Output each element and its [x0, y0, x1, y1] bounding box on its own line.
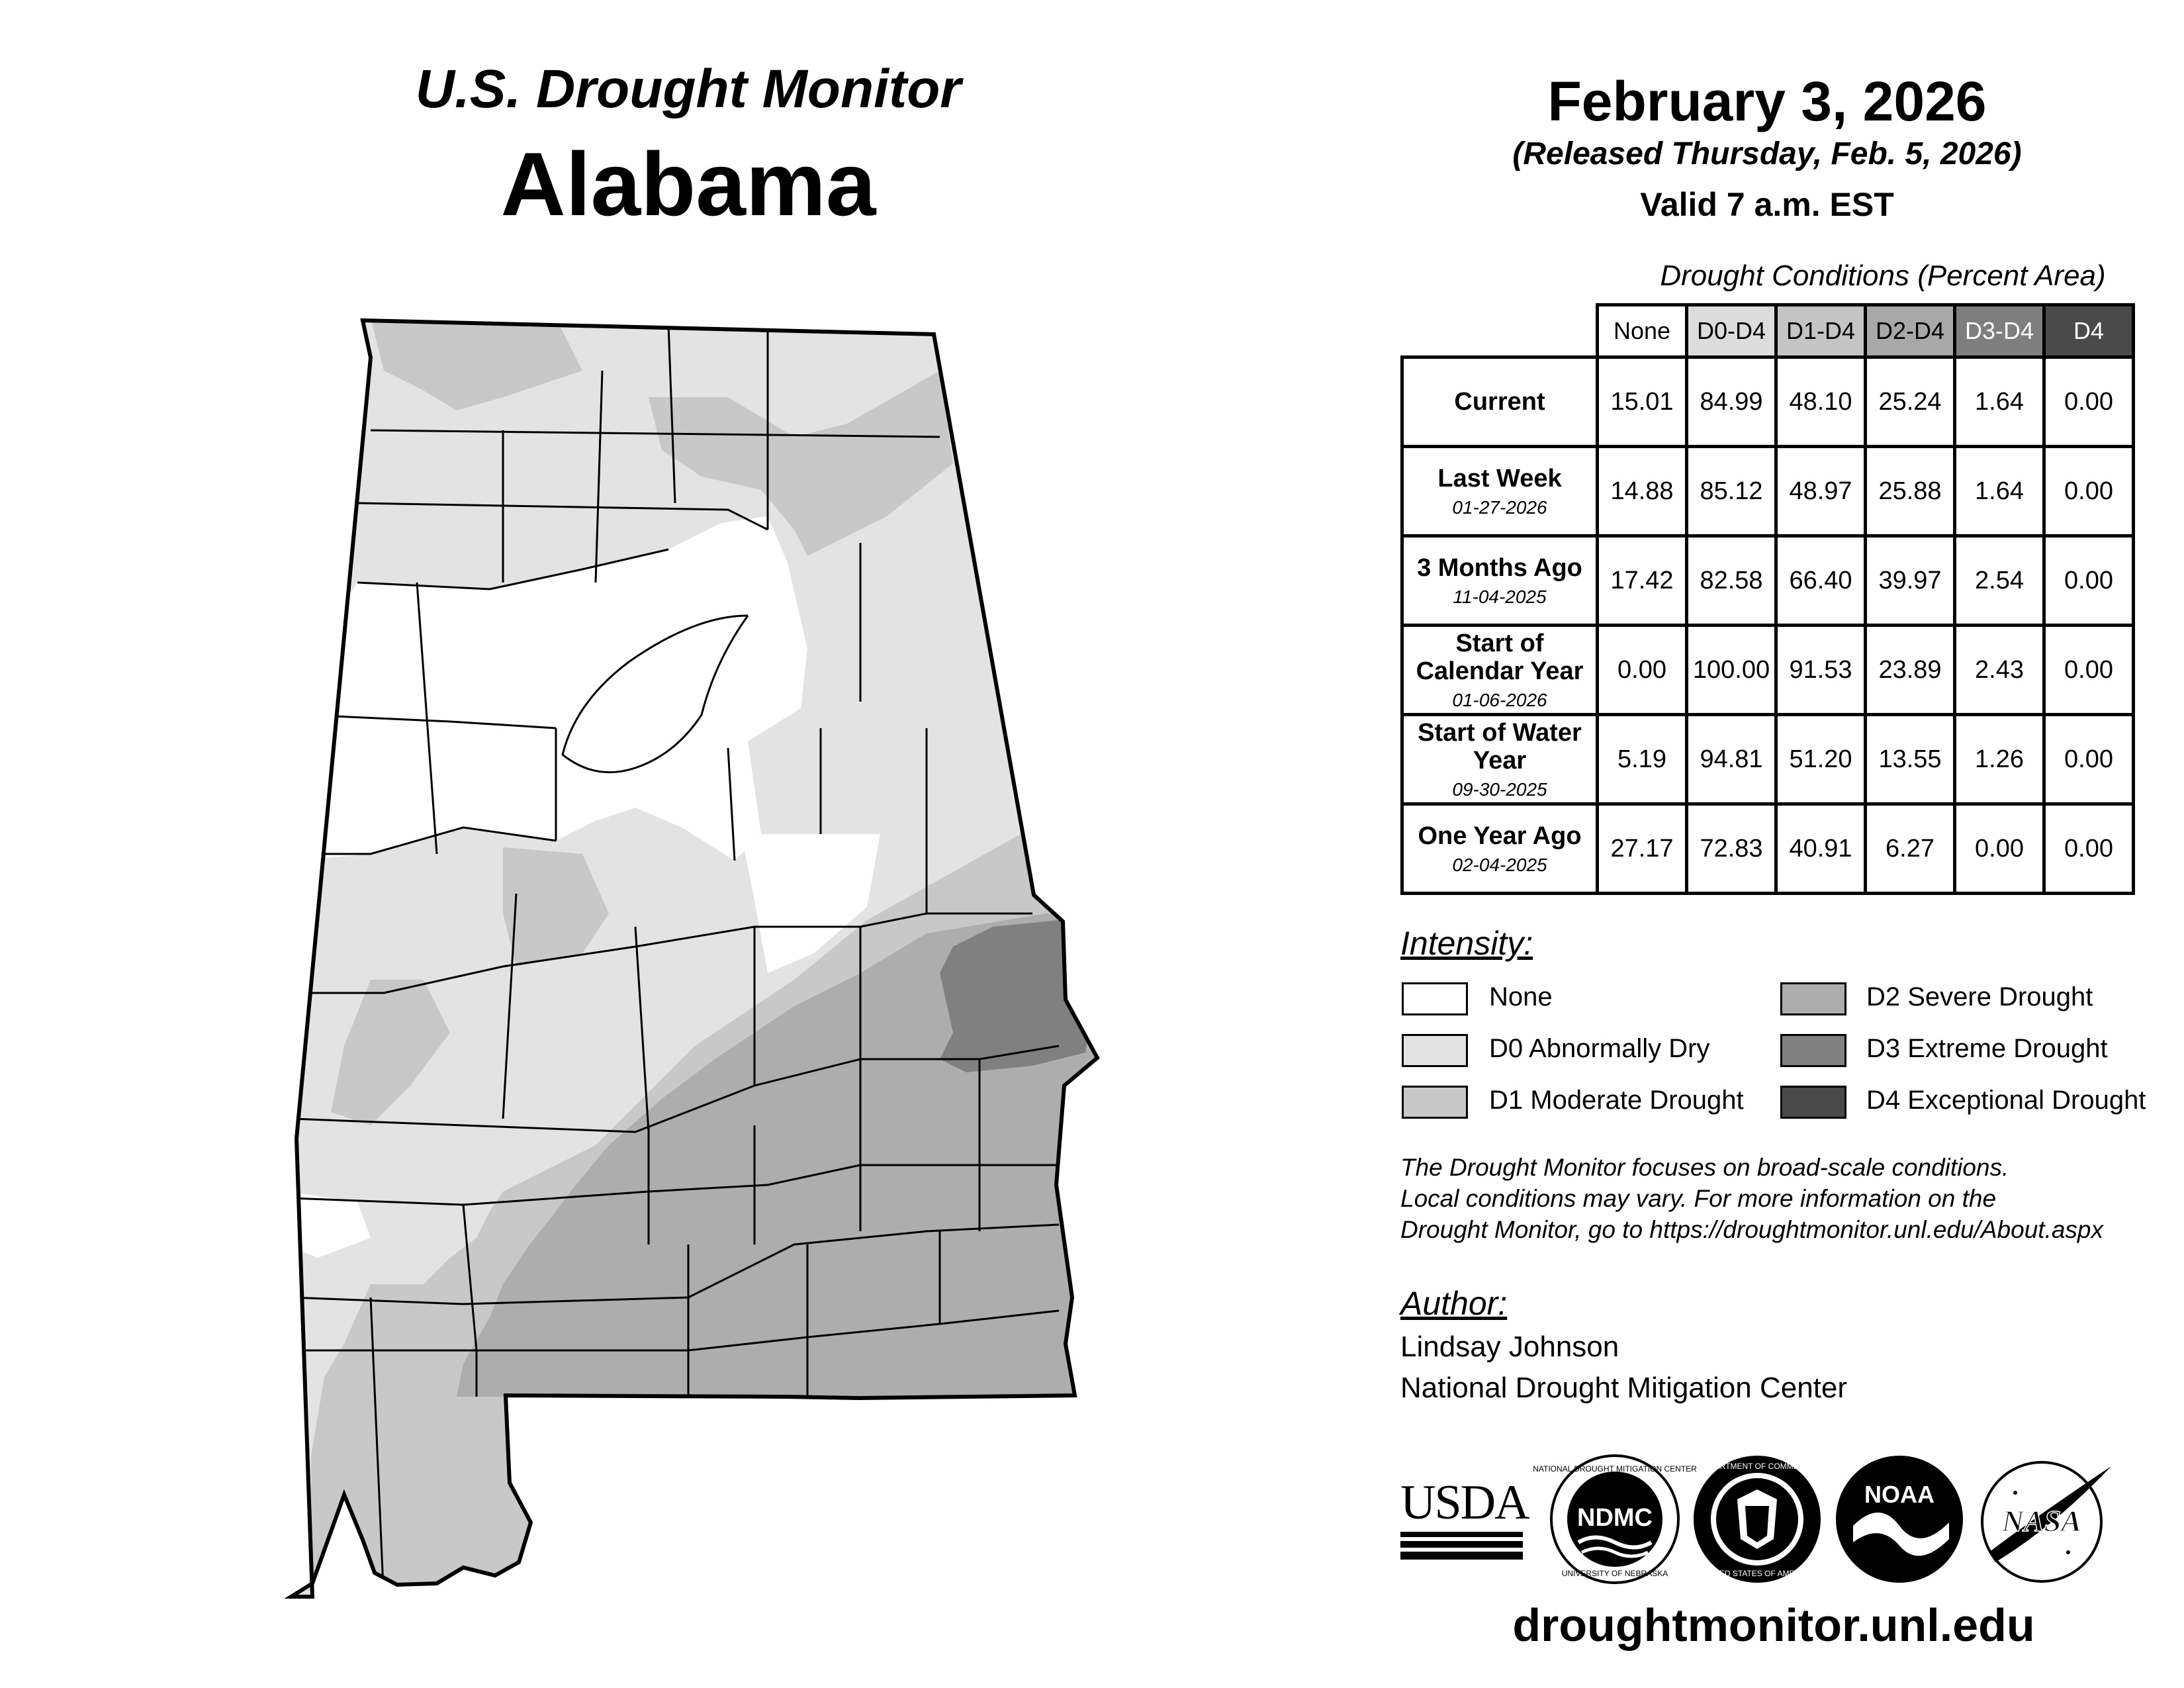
row-label: 3 Months Ago 11-04-2025	[1402, 536, 1598, 626]
legend-label: D4 Exceptional Drought	[1866, 1086, 2146, 1115]
cell: 5.19	[1598, 715, 1687, 804]
header-blank	[1402, 305, 1598, 357]
cell: 17.42	[1598, 536, 1687, 626]
svg-text:NATIONAL DROUGHT MITIGATION CE: NATIONAL DROUGHT MITIGATION CENTER	[1533, 1464, 1697, 1474]
cell: 0.00	[2044, 626, 2134, 715]
cell: 6.27	[1866, 804, 1955, 894]
cell: 0.00	[1598, 626, 1687, 715]
legend-label: D1 Moderate Drought	[1489, 1086, 1744, 1115]
table-row	[1402, 626, 2134, 715]
legend-label: D0 Abnormally Dry	[1489, 1034, 1710, 1063]
cell: 91.53	[1776, 626, 1866, 715]
svg-text:NOAA: NOAA	[1864, 1481, 1934, 1508]
row-label: One Year Ago 02-04-2025	[1402, 804, 1598, 894]
legend-label: D3 Extreme Drought	[1866, 1034, 2108, 1063]
noaa-logo	[1833, 1453, 1966, 1585]
table-row	[1402, 715, 2134, 804]
cell: 0.00	[2044, 357, 2134, 447]
cell: 0.00	[1955, 804, 2044, 894]
cell: 25.88	[1866, 447, 1955, 536]
cell: 84.99	[1687, 357, 1776, 447]
cell: 13.55	[1866, 715, 1955, 804]
cell: 2.54	[1955, 536, 2044, 626]
drought-conditions-table	[1400, 303, 2135, 895]
cell: 27.17	[1598, 804, 1687, 894]
cell: 82.58	[1687, 536, 1776, 626]
cell: 0.00	[2044, 447, 2134, 536]
cell: 100.00	[1687, 626, 1776, 715]
legend-label: None	[1489, 982, 1553, 1011]
col-d1-d4: D1-D4	[1776, 305, 1866, 357]
legend-swatch	[1402, 1086, 1468, 1119]
col-none: None	[1598, 305, 1687, 357]
svg-text:UNIVERSITY OF NEBRASKA: UNIVERSITY OF NEBRASKA	[1561, 1569, 1668, 1578]
cell: 39.97	[1866, 536, 1955, 626]
state-name: Alabama	[500, 134, 876, 234]
cell: 85.12	[1687, 447, 1776, 536]
cell: 1.26	[1955, 715, 2044, 804]
cell: 14.88	[1598, 447, 1687, 536]
row-label: Start of Calendar Year 01-06-2026	[1402, 626, 1598, 715]
cell: 66.40	[1776, 536, 1866, 626]
note-line: Drought Monitor, go to https://droughtmonitor.unl.edu/About.aspx	[1400, 1216, 2103, 1243]
legend-label: D2 Severe Drought	[1866, 982, 2093, 1011]
cell: 0.00	[2044, 804, 2134, 894]
cell: 15.01	[1598, 357, 1687, 447]
cell: 48.10	[1776, 357, 1866, 447]
cell: 48.97	[1776, 447, 1866, 536]
row-label: Start of Water Year 09-30-2025	[1402, 715, 1598, 804]
cell: 1.64	[1955, 357, 2044, 447]
cell: 0.00	[2044, 536, 2134, 626]
col-d3-d4: D3-D4	[1955, 305, 2044, 357]
legend-swatch	[1402, 1034, 1468, 1067]
table-row	[1402, 536, 2134, 626]
ndmc-logo	[1533, 1453, 1697, 1585]
nasa-logo	[1976, 1453, 2115, 1585]
svg-text:UNITED STATES OF AMERICA: UNITED STATES OF AMERICA	[1700, 1569, 1814, 1578]
svg-text:NDMC: NDMC	[1577, 1504, 1653, 1532]
legend-swatch	[1780, 1034, 1846, 1067]
release-date: (Released Thursday, Feb. 5, 2026)	[1512, 136, 2022, 171]
note-line: The Drought Monitor focuses on broad-scale conditions.	[1400, 1154, 2009, 1181]
legend-swatch	[1402, 982, 1468, 1015]
valid-time: Valid 7 a.m. EST	[1640, 186, 1894, 223]
legend-swatch	[1780, 1086, 1846, 1119]
svg-text:DEPARTMENT OF COMMERCE: DEPARTMENT OF COMMERCE	[1698, 1462, 1816, 1471]
map-date: February 3, 2026	[1547, 70, 1987, 132]
alabama-drought-map	[0, 0, 1125, 1622]
row-label: Current	[1402, 357, 1598, 447]
cell: 0.00	[2044, 715, 2134, 804]
author-org: National Drought Mitigation Center	[1400, 1372, 1848, 1404]
disclaimer-note	[1400, 1152, 2181, 1245]
col-d0-d4: D0-D4	[1687, 305, 1776, 357]
svg-text:NASA: NASA	[2001, 1504, 2082, 1538]
cell: 40.91	[1776, 804, 1866, 894]
table-caption: Drought Conditions (Percent Area)	[1660, 259, 2106, 292]
department-of-commerce-seal	[1691, 1453, 1823, 1585]
map-title: U.S. Drought Monitor	[415, 59, 962, 119]
note-line: Local conditions may vary. For more information on the	[1400, 1185, 1997, 1212]
legend-swatch	[1780, 982, 1846, 1015]
table-row	[1402, 357, 2134, 447]
cell: 25.24	[1866, 357, 1955, 447]
cell: 2.43	[1955, 626, 2044, 715]
table-row	[1402, 447, 2134, 536]
cell: 94.81	[1687, 715, 1776, 804]
author-name: Lindsay Johnson	[1400, 1331, 1619, 1363]
usda-logo: USDA	[1400, 1476, 1523, 1569]
intensity-title: Intensity:	[1400, 925, 1533, 962]
author-title: Author:	[1400, 1285, 1508, 1322]
cell: 51.20	[1776, 715, 1866, 804]
cell: 1.64	[1955, 447, 2044, 536]
col-d2-d4: D2-D4	[1866, 305, 1955, 357]
col-d4: D4	[2044, 305, 2134, 357]
cell: 23.89	[1866, 626, 1955, 715]
row-label: Last Week 01-27-2026	[1402, 447, 1598, 536]
cell: 72.83	[1687, 804, 1776, 894]
website-url[interactable]: droughtmonitor.unl.edu	[1512, 1599, 2035, 1651]
table-row	[1402, 804, 2134, 894]
